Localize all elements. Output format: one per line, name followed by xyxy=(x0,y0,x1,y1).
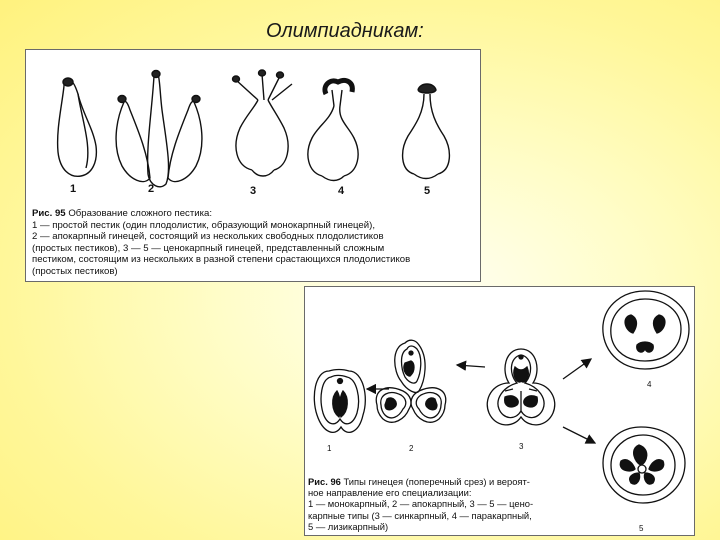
figure96-caption xyxy=(308,476,570,532)
monocarpous-section xyxy=(314,370,365,433)
figure95-caption-line: (простых пестиков), 3 — 5 — ценокарпный гинецей, представленный сложным xyxy=(32,242,385,254)
lysicarpous-section xyxy=(603,427,685,503)
figure95-caption-line: пестиком, состоящим из нескольких в разной степени срастающихся плодолистиков xyxy=(32,254,411,265)
figure95-caption-title: Образование сложного пестика: xyxy=(68,208,213,219)
apocarpous-pistil-drawing xyxy=(116,71,202,187)
simple-pistil-drawing xyxy=(58,78,97,176)
figure96-number-5: 5 xyxy=(639,524,644,533)
figure96-caption-line: карпные типы (3 — синкарпный, 4 — паракарпный, xyxy=(308,509,532,521)
paracarpous-section xyxy=(603,291,689,369)
figure96-caption-line: Типы гинецея (поперечный срез) и вероят- xyxy=(343,476,530,487)
apocarpous-section xyxy=(376,340,446,422)
figure96-number-2: 2 xyxy=(409,444,414,453)
pistil-illustrations xyxy=(26,50,482,210)
figure96-caption-label: Рис. 96 xyxy=(308,476,341,487)
figure95-caption-label: Рис. 95 xyxy=(32,208,66,219)
figure95-caption-line: 1 — простой пестик (один плодолистик, образующий монокарпный гинецей), xyxy=(32,219,375,231)
coenocarpous-pistil-drawing-5 xyxy=(403,84,450,179)
figure96-number-1: 1 xyxy=(327,444,332,453)
figure95-number-5: 5 xyxy=(424,185,431,197)
figure95-number-1: 1 xyxy=(70,183,77,195)
coenocarpous-pistil-drawing-4 xyxy=(308,80,358,180)
figure95-caption-line: (простых пестиков) xyxy=(32,265,118,277)
figure96-number-3: 3 xyxy=(519,442,524,451)
syncarpous-section xyxy=(487,349,555,425)
figure-95-panel xyxy=(25,49,481,282)
figure95-number-4: 4 xyxy=(338,185,345,197)
figure96-number-4: 4 xyxy=(647,380,652,389)
figure95-caption-line: 2 — апокарпный гинецей, состоящий из нескольких свободных плодолистиков xyxy=(32,231,384,242)
figure95-number-3: 3 xyxy=(250,185,257,197)
figure96-caption-line: 1 — монокарпный, 2 — апокарпный, 3 — 5 — цено- xyxy=(308,498,534,510)
figure-96-panel xyxy=(304,286,695,536)
figure96-caption-line: ное направление его специализации: xyxy=(308,487,472,499)
coenocarpous-pistil-drawing-3 xyxy=(233,70,293,176)
slide-title: Олимпиадникам: xyxy=(266,20,424,42)
figure96-caption-line: 5 — лизикарпный) xyxy=(308,520,389,532)
figure95-caption xyxy=(32,208,478,277)
figure95-number-2: 2 xyxy=(148,183,155,195)
